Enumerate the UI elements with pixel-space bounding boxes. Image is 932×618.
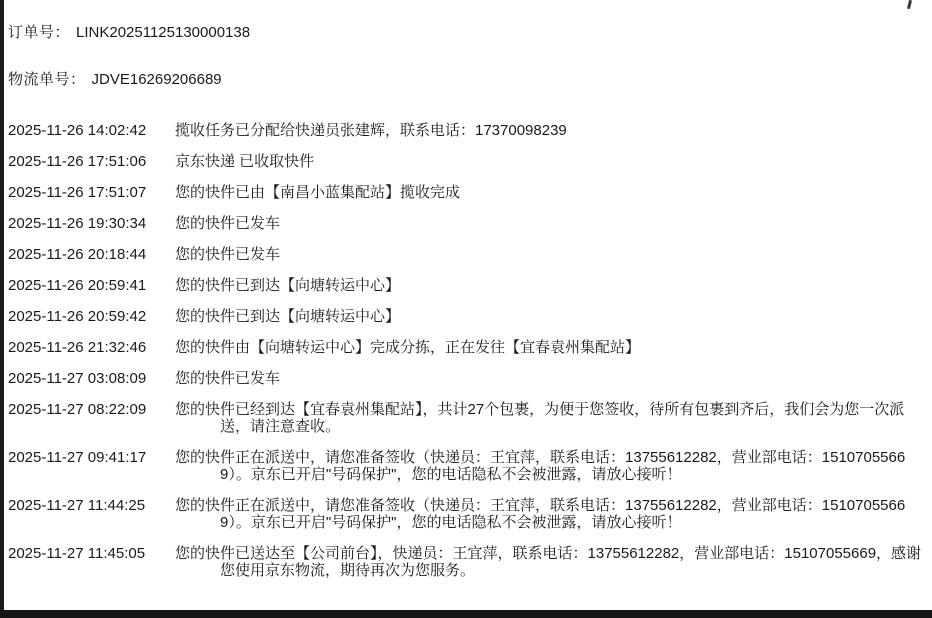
event-message: 您的快件已经到达【宜春袁州集配站】，共计27个包裹，为便于您签收，待所有包裹到齐后，我们会为您一次派送，请注意查收。 [175,401,905,435]
event-message: 您的快件正在派送中，请您准备签收（快递员：王宜萍，联系电话：13755612282，营业部电话：15107055669）。京东已开启"号码保护"，您的电话隐私不会被泄露，请放心接听！ [175,497,906,531]
event-timestamp: 2025-11-26 21:32:46 [8,339,147,356]
tracking-event-row [8,122,930,139]
event-timestamp: 2025-11-26 20:59:41 [8,277,147,294]
tracking-event-row [8,370,930,387]
event-message: 您的快件已到达【向塘转运中心】 [175,308,401,325]
event-message: 您的快件已发车 [175,370,281,387]
tracking-number-value: JDVE16269206689 [91,71,222,88]
event-timestamp: 2025-11-27 11:45:05 [8,545,146,562]
event-message: 您的快件已发车 [175,215,281,232]
tracking-event-row [8,184,930,201]
event-timestamp: 2025-11-27 09:41:17 [8,449,147,466]
tracking-event-row [8,153,930,170]
tracking-event-row [8,401,930,435]
tracking-event-row [8,497,930,531]
tracking-event-row [8,215,930,232]
event-timestamp: 2025-11-26 20:59:42 [8,308,147,325]
order-number-value: LINK20251125130000138 [76,24,251,41]
event-message: 您的快件已送达至【公司前台】，快递员：王宜萍，联系电话：13755612282，营业部电话：15107055669，感谢您使用京东物流，期待再次为您服务。 [175,545,922,579]
order-number-label: 订单号： [8,24,71,41]
event-message: 您的快件已发车 [175,246,281,263]
tracking-event-row [8,277,930,294]
bottom-edge-bar [0,610,932,618]
event-timestamp: 2025-11-26 17:51:06 [8,153,147,170]
event-timestamp: 2025-11-26 17:51:07 [8,184,147,201]
event-timestamp: 2025-11-26 20:18:44 [8,246,147,263]
tracking-events-list [8,122,930,579]
event-message: 您的快件正在派送中，请您准备签收（快递员：王宜萍，联系电话：13755612282，营业部电话：15107055669）。京东已开启"号码保护"，您的电话隐私不会被泄露，请放心接听！ [175,449,906,483]
event-message: 揽收任务已分配给快递员张建辉，联系电话：17370098239 [175,122,567,139]
tracking-event-row [8,308,930,325]
event-timestamp: 2025-11-26 19:30:34 [8,215,147,232]
event-timestamp: 2025-11-27 08:22:09 [8,401,147,418]
event-timestamp: 2025-11-26 14:02:42 [8,122,147,139]
event-message: 京东快递 已收取快件 [175,153,315,170]
tracking-number-label: 物流单号： [8,71,86,88]
tracking-event-row [8,545,930,579]
event-message: 您的快件已由【南昌小蓝集配站】揽收完成 [175,184,461,201]
tracking-number-line [8,71,930,88]
event-timestamp: 2025-11-27 11:44:25 [8,497,146,514]
event-timestamp: 2025-11-27 03:08:09 [8,370,147,387]
order-number-line [8,24,930,41]
tracking-event-row [8,449,930,483]
event-message: 您的快件由【向塘转运中心】完成分拣，正在发往【宜春袁州集配站】 [175,339,641,356]
tracking-event-row [8,339,930,356]
tracking-event-row [8,246,930,263]
tracking-page [4,0,930,593]
event-message: 您的快件已到达【向塘转运中心】 [175,277,401,294]
